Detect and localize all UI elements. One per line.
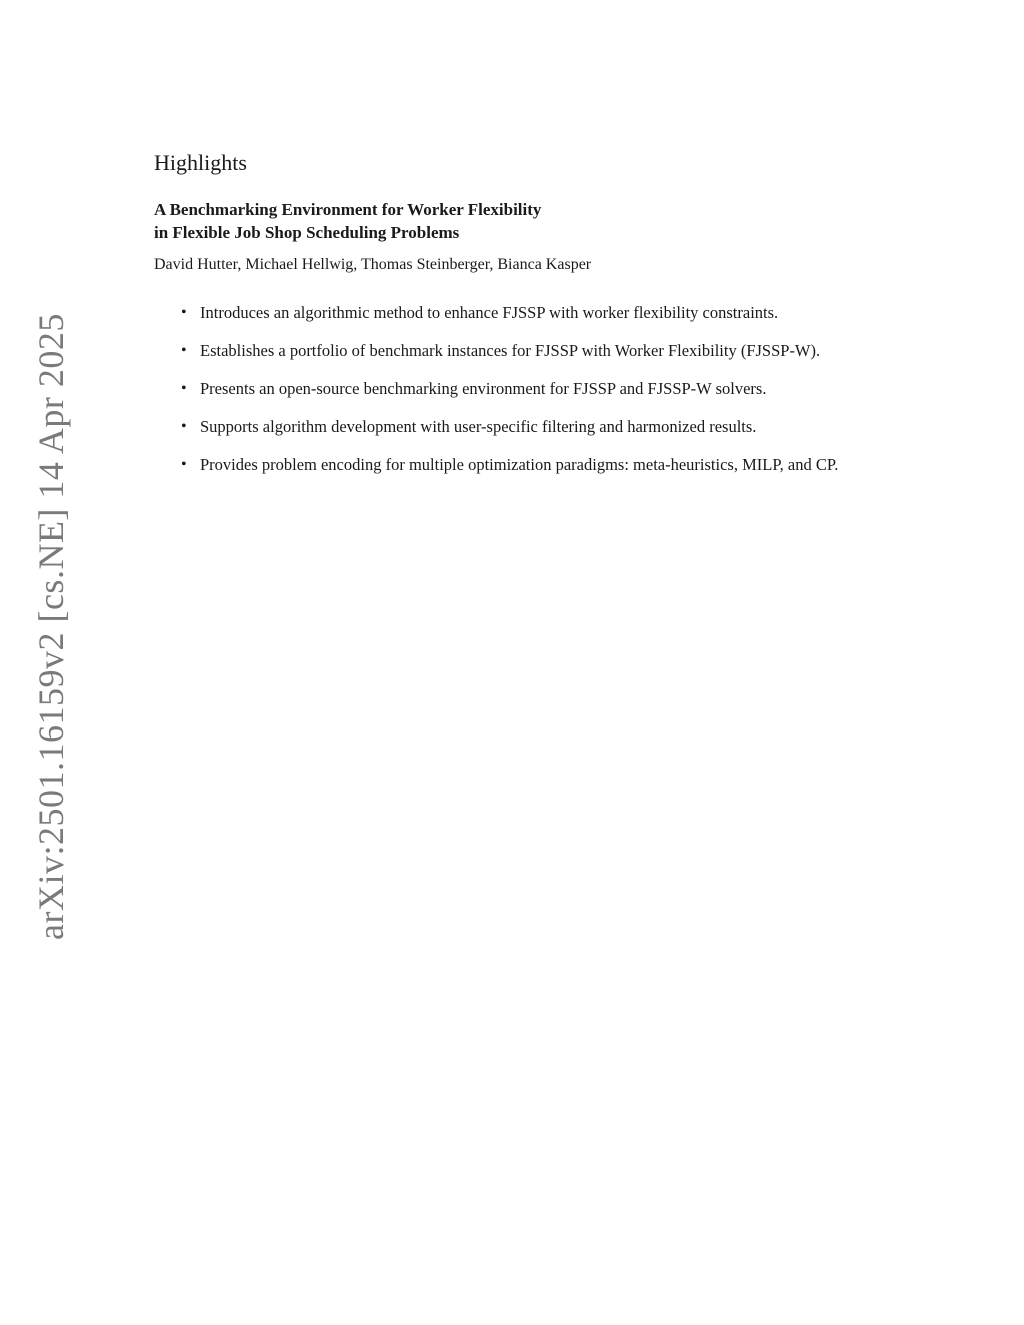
paper-title	[154, 198, 870, 244]
highlight-text: Introduces an algorithmic method to enhance FJSSP with worker flexibility constraints.	[200, 303, 779, 323]
arxiv-identifier-stamp: arXiv:2501.16159v2 [cs.NE] 14 Apr 2025	[31, 313, 71, 940]
highlights-list	[154, 302, 870, 476]
highlight-item	[181, 340, 870, 362]
paper-title-line-1: A Benchmarking Environment for Worker Flexibility	[154, 200, 542, 220]
bullet-icon: •	[181, 304, 187, 322]
bullet-icon: •	[181, 456, 187, 474]
author-list: David Hutter, Michael Hellwig, Thomas Steinberger, Bianca Kasper	[154, 256, 592, 274]
highlights-page-content	[154, 150, 870, 492]
highlight-text: Supports algorithm development with user-specific filtering and harmonized results.	[200, 417, 757, 437]
bullet-icon: •	[181, 342, 187, 360]
highlight-text: Establishes a portfolio of benchmark instances for FJSSP with Worker Flexibility (FJSSP-W).	[200, 341, 821, 361]
highlight-item	[181, 378, 870, 400]
section-heading: Highlights	[154, 150, 247, 175]
paper-title-line-2: in Flexible Job Shop Scheduling Problems	[154, 223, 460, 243]
highlight-item	[181, 302, 870, 324]
highlight-text: Provides problem encoding for multiple optimization paradigms: meta-heuristics, MILP, and CP.	[200, 455, 839, 475]
bullet-icon: •	[181, 418, 187, 436]
bullet-icon: •	[181, 380, 187, 398]
highlight-item	[181, 454, 870, 476]
highlight-item	[181, 416, 870, 438]
highlight-text: Presents an open-source benchmarking environment for FJSSP and FJSSP-W solvers.	[200, 379, 767, 399]
